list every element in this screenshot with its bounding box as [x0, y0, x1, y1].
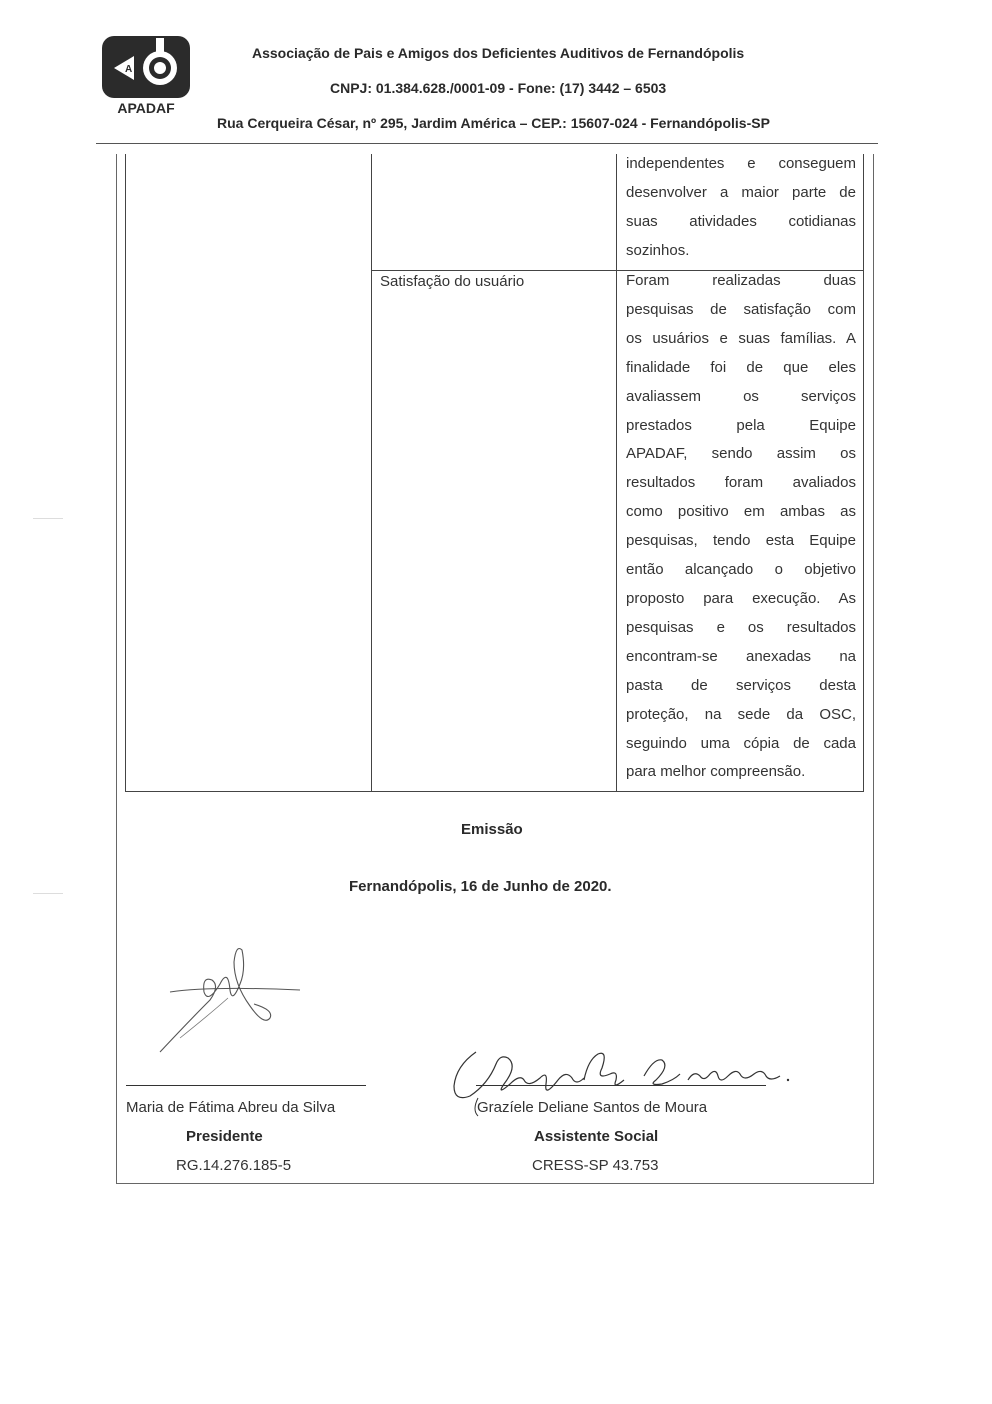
cell-line: sozinhos.	[626, 241, 690, 259]
scan-mark	[33, 518, 63, 519]
president-id: RG.14.276.185-5	[176, 1157, 292, 1174]
cell-line: suas atividades cotidianas	[626, 212, 856, 230]
table-column-divider	[616, 154, 617, 792]
cell-line: proteção, na sede da OSC,	[626, 705, 856, 723]
signature-line	[476, 1085, 766, 1086]
table-column-divider	[371, 154, 372, 792]
cell-line: pesquisas, tendo esta Equipe	[626, 532, 856, 550]
cell-line: avaliassem os serviços	[626, 387, 856, 405]
cell-line: prestados pela Equipe	[626, 416, 856, 434]
cell-line: os usuários e suas famílias. A	[626, 329, 856, 347]
cell-line: proposto para execução. As	[626, 589, 856, 607]
cell-line: para melhor compreensão.	[626, 763, 806, 781]
satisfacao-description	[626, 267, 856, 787]
social-worker-name: Grazíele Deliane Santos de Moura	[477, 1099, 708, 1116]
cell-line: encontram-se anexadas na	[626, 647, 856, 665]
cell-line: pesquisas de satisfação com	[626, 300, 856, 318]
emission-heading: Emissão	[461, 821, 523, 838]
cell-line: pesquisas e os resultados	[626, 618, 856, 636]
continuation-cell	[626, 150, 856, 266]
cell-line: pasta de serviços desta	[626, 676, 856, 694]
cell-line: resultados foram avaliados	[626, 474, 856, 492]
cell-line: APADAF, sendo assim os	[626, 445, 856, 463]
cell-line: seguindo uma cópia de cada	[626, 734, 856, 752]
row-label-satisfacao: Satisfação do usuário	[380, 273, 525, 290]
president-signature	[150, 940, 310, 1060]
cell-line: independentes e conseguem	[626, 155, 856, 172]
cell-line: finalidade foi de que eles	[626, 358, 856, 376]
header-divider	[96, 143, 878, 144]
apadaf-logo	[100, 34, 192, 118]
president-name: Maria de Fátima Abreu da Silva	[126, 1099, 336, 1116]
cell-line: Foram realizadas duas	[626, 272, 856, 289]
cell-line: então alcançado o objetivo	[626, 561, 856, 579]
emission-date: Fernandópolis, 16 de Junho de 2020.	[349, 878, 612, 895]
social-worker-id: CRESS-SP 43.753	[532, 1157, 659, 1174]
address: Rua Cerqueira César, nº 295, Jardim América – CEP.: 15607-024 - Fernandópolis-SP	[217, 115, 770, 131]
cell-line: como positivo em ambas as	[626, 503, 856, 521]
president-role: Presidente	[186, 1128, 263, 1145]
logo-wordmark: APADAF	[117, 100, 175, 116]
organization-name: Associação de Pais e Amigos dos Deficientes Auditivos de Fernandópolis	[252, 45, 745, 61]
signature-line	[126, 1085, 366, 1086]
scan-mark	[33, 893, 63, 894]
svg-text:A: A	[125, 64, 133, 75]
cell-line: desenvolver a maior parte de	[626, 183, 856, 201]
cnpj-phone: CNPJ: 01.384.628./0001-09 - Fone: (17) 3442 – 6503	[330, 80, 667, 96]
social-worker-role: Assistente Social	[534, 1128, 659, 1145]
